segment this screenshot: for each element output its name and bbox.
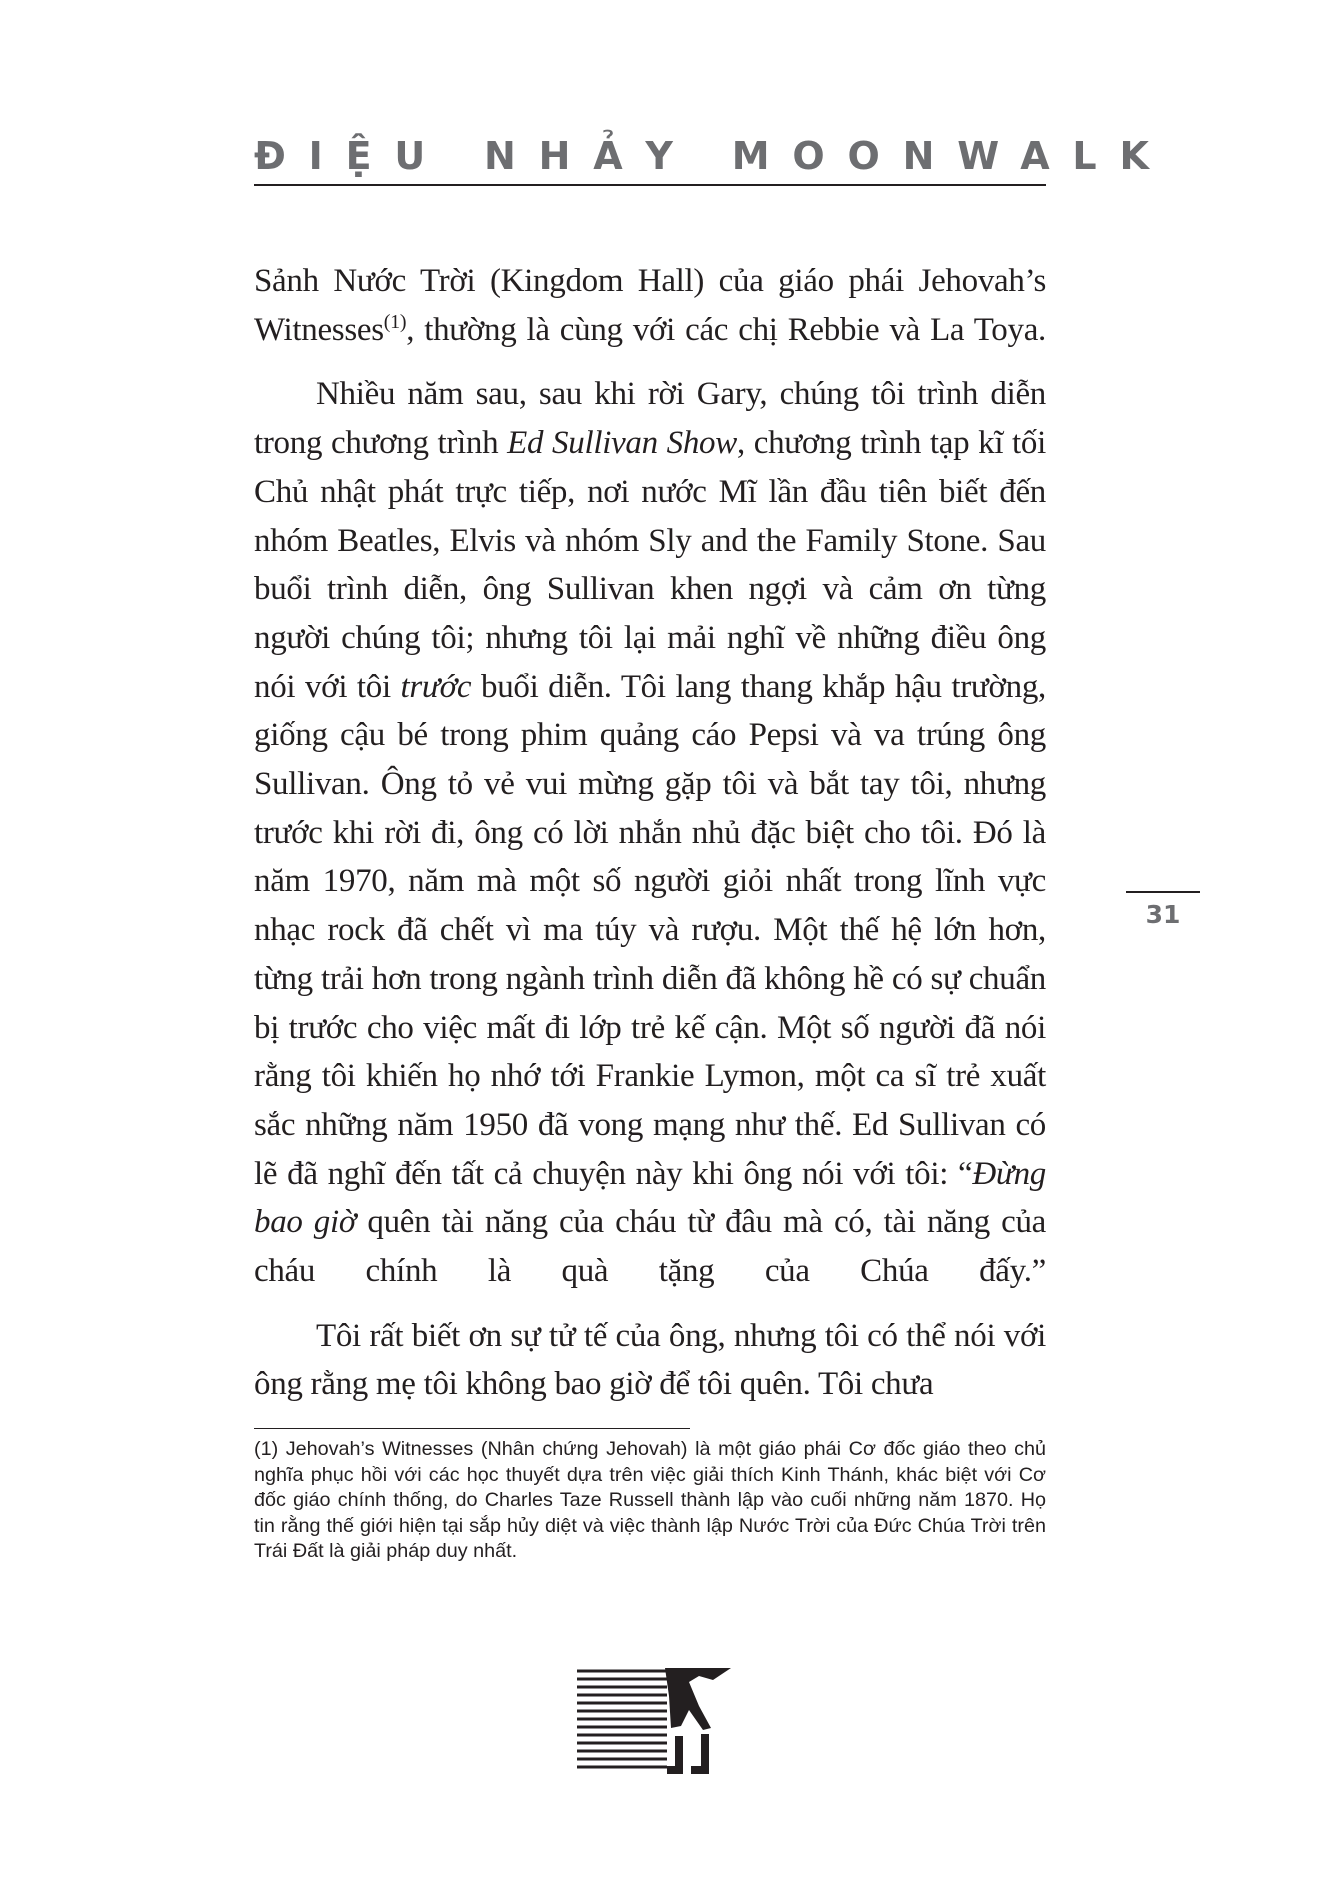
header-rule [254, 184, 1046, 186]
emphasis-before: trước [400, 668, 472, 705]
p2-text-c: buổi diễn. Tôi lang thang khắp hậu trường, giống cậu bé trong phim quảng cáo Pepsi và va trúng ông Sullivan. Ông tỏ vẻ vui mừng gặp tôi và bắt tay tôi, nhưng trước khi rời đi, ông có lời nhắn nhủ đặc biệt cho tôi. Đó là năm 1970, năm mà một số người giỏi nhất trong lĩnh vực nhạc rock đã chết vì ma túy và rượu. Một thế hệ lớn hơn, từng trải hơn trong ngành trình diễn đã không hề có sự chuẩn bị trước cho việc mất đi lớp trẻ kế cận. Một số người đã nói rằng tôi khiến họ nhớ tới Frankie Lymon, một ca sĩ trẻ xuất sắc những năm 1950 đã vong mạng như thế. Ed Sullivan có lẽ đã nghĩ đến tất cả chuyện này khi ông nói với tôi: “ [254, 668, 1046, 1192]
paragraph-3: Tôi rất biết ơn sự tử tế của ông, nhưng tôi có thể nói với ông rằng mẹ tôi không bao giờ để tôi quên. Tôi chưa [254, 1317, 1046, 1403]
paragraph-2 [254, 370, 1046, 1295]
p1-text-b: , thường là cùng với các chị Rebbie và La Toya. [406, 311, 1046, 348]
p1-text-a: Sảnh Nước Trời (Kingdom Hall) của giáo phái Jehovah’s Witnesses [254, 263, 1046, 348]
page-number: 31 [1145, 900, 1181, 929]
p2-text-a: Nhiều năm sau, sau khi rời Gary, chúng tôi trình diễn trong chương trình [254, 376, 1046, 462]
body-text [254, 257, 1046, 1409]
p2-text-d: quên tài năng của cháu từ đâu mà có, tài năng của cháu chính là quà tặng của Chúa đấy.” [254, 1204, 1046, 1290]
emphasis-never: Đừng bao giờ [254, 1155, 1046, 1241]
footnote: (1) Jehovah’s Witnesses (Nhân chứng Jehovah) là một giáo phái Cơ đốc giáo theo chủ nghĩa phục hồi với các học thuyết dựa trên việc giải thích Kinh Thánh, khác biệt với Cơ đốc giáo chính thống, do Charles Taze Russell thành lập vào cuối những năm 1870. Họ tin rằng thế giới hiện tại sắp hủy diệt và việc thành lập Nước Trời của Đức Chúa Trời trên Trái Đất là giải pháp duy nhất. [254, 1438, 1046, 1562]
paragraph-1 [254, 257, 1046, 354]
running-header: ĐIỆU NHẢY MOONWALK [254, 134, 1172, 178]
moonwalk-logo-icon [577, 1666, 732, 1776]
p2-text-b: , chương trình tạp kĩ tối Chủ nhật phát trực tiếp, nơi nước Mĩ lần đầu tiên biết đến nhóm Beatles, Elvis và nhóm Sly and the Family Stone. Sau buổi trình diễn, ông Sullivan khen ngợi và cảm ơn từng người chúng tôi; nhưng tôi lại mải nghĩ về những điều ông nói với tôi [254, 425, 1046, 705]
show-title: Ed Sullivan Show [507, 425, 737, 462]
footnote-rule [254, 1428, 690, 1429]
page-number-rule [1126, 891, 1200, 893]
footnote-marker[interactable]: (1) [383, 310, 407, 333]
